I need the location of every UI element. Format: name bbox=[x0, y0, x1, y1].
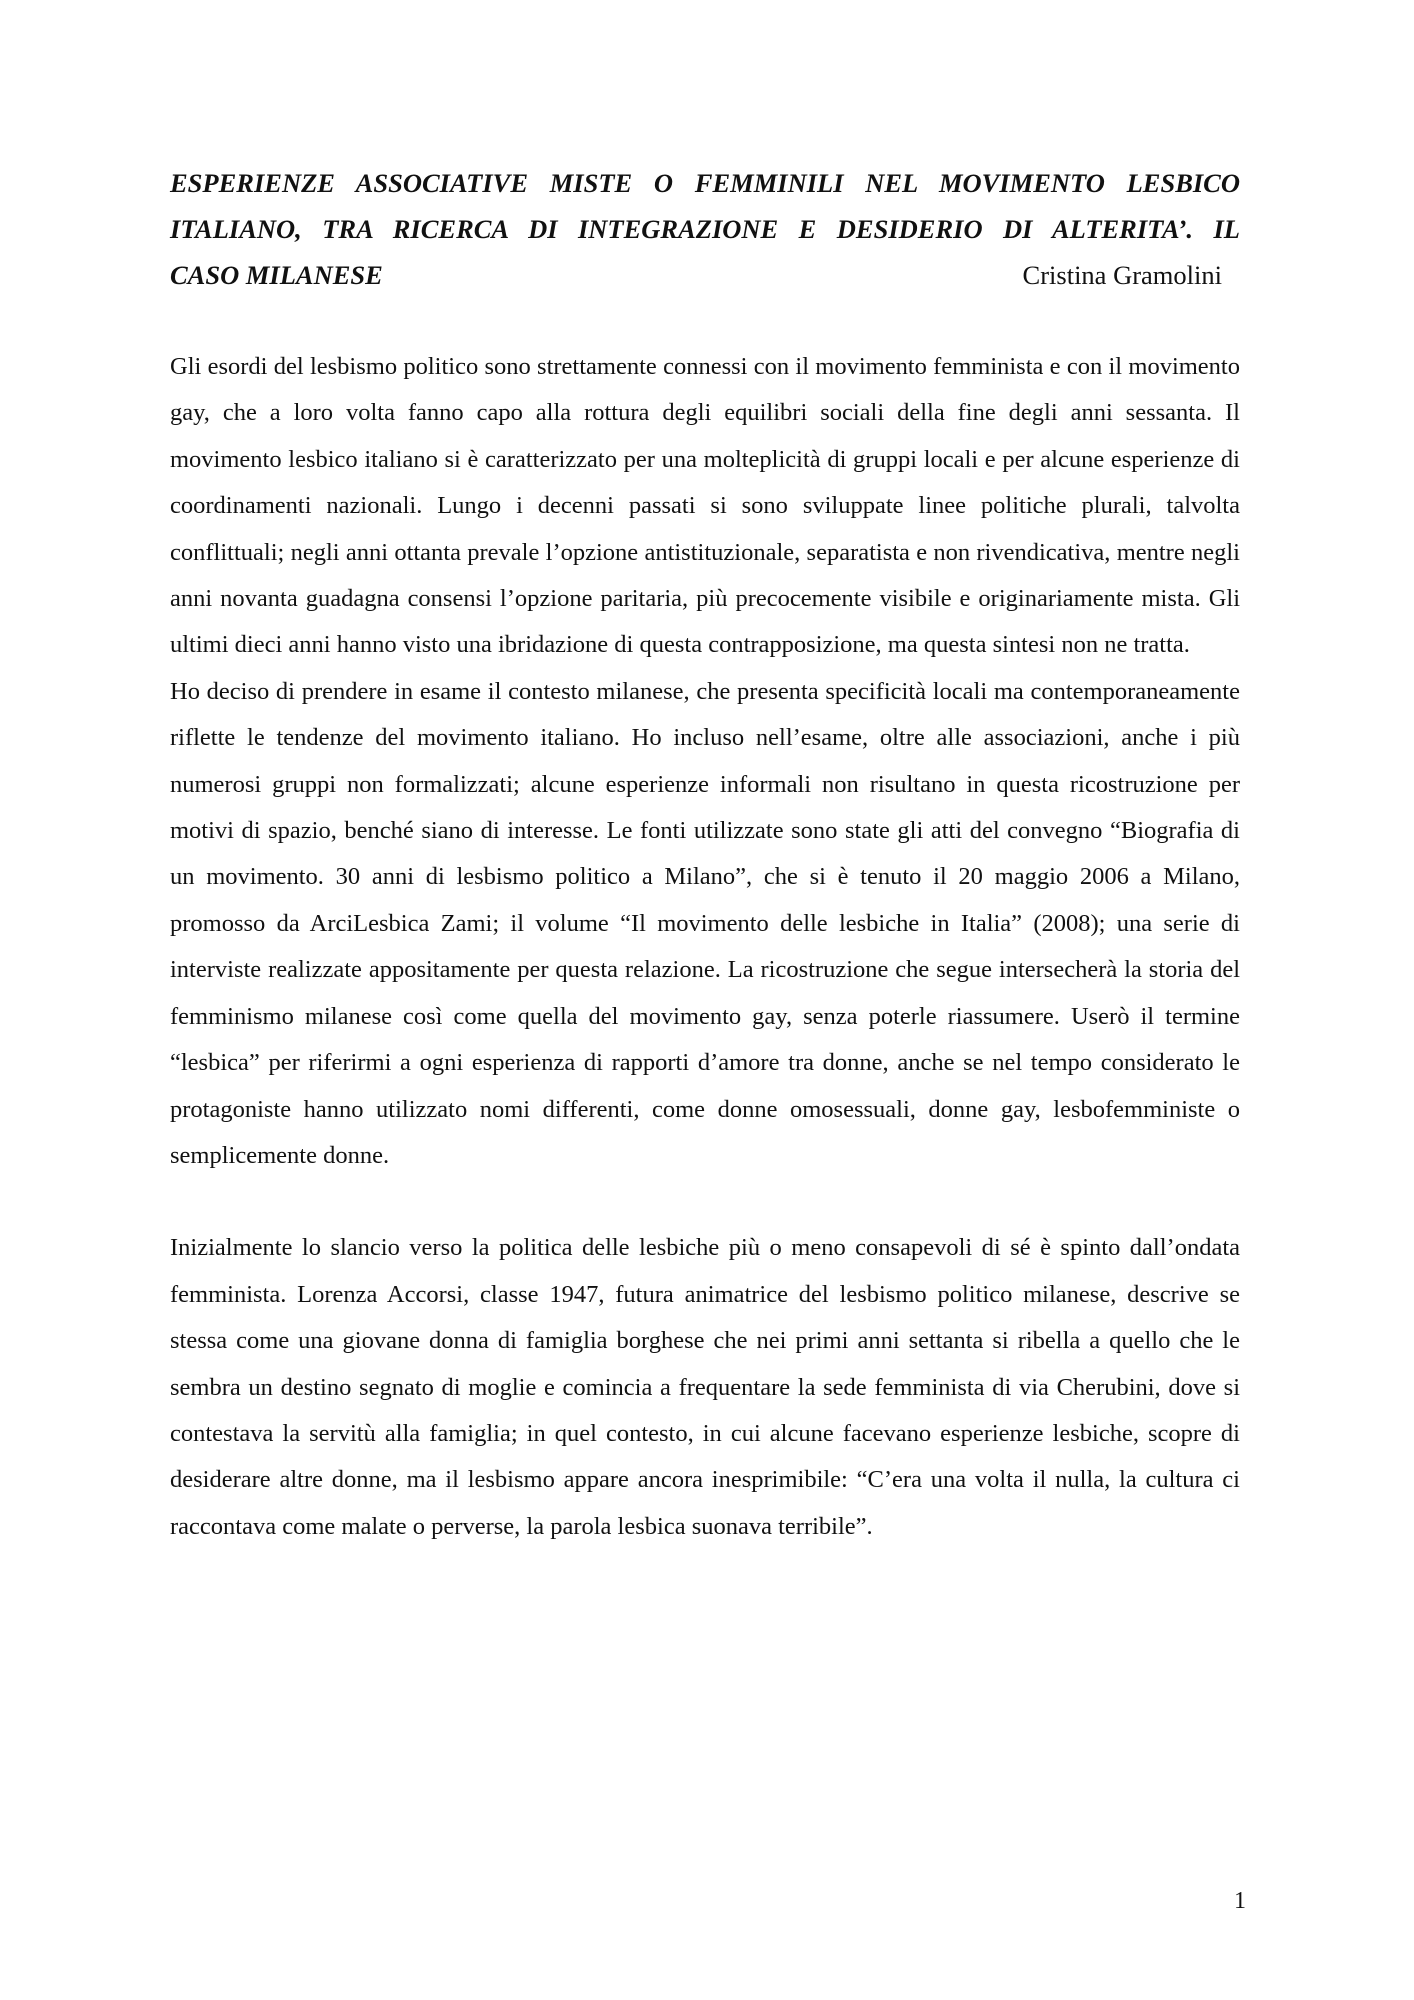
title-line-3-row bbox=[170, 252, 1240, 298]
document-body bbox=[170, 160, 1240, 1550]
paragraph-2: Ho deciso di prendere in esame il contesto milanese, che presenta specificità locali ma contemporaneamente riflette le tendenze del movimento italiano. Ho incluso nell’esame, oltre alle associazioni, anche i più numerosi gruppi non formalizzati; alcune esperienze informali non risultano in questa ricostruzione per motivi di spazio, benché siano di interesse. Le fonti utilizzate sono state gli atti del convegno “Biografia di un movimento. 30 anni di lesbismo politico a Milano”, che si è tenuto il 20 maggio 2006 a Milano, promosso da ArciLesbica Zami; il volume “Il movimento delle lesbiche in Italia” (2008); una serie di interviste realizzate appositamente per questa relazione. La ricostruzione che segue intersecherà la storia del femminismo milanese così come quella del movimento gay, senza poterle riassumere. Userò il termine “lesbica” per riferirmi a ogni esperienza di rapporti d’amore tra donne, anche se nel tempo considerato le protagoniste hanno utilizzato nomi differenti, come donne omosessuali, donne gay, lesbofemministe o semplicemente donne. bbox=[170, 677, 1240, 1169]
title-line-2: ITALIANO, TRA RICERCA DI INTEGRAZIONE E DESIDERIO DI ALTERITA’. IL bbox=[170, 214, 1240, 244]
title-line-1: ESPERIENZE ASSOCIATIVE MISTE O FEMMINILI NEL MOVIMENTO LESBICO bbox=[170, 168, 1240, 198]
paragraph-1: Gli esordi del lesbismo politico sono strettamente connessi con il movimento femminista e con il movimento gay, che a loro volta fanno capo alla rottura degli equilibri sociali della fine degli anni sessanta. Il movimento lesbico italiano si è caratterizzato per una molteplicità di gruppi locali e per alcune esperienze di coordinamenti nazionali. Lungo i decenni passati si sono sviluppate linee politiche plurali, talvolta conflittuali; negli anni ottanta prevale l’opzione antistituzionale, separatista e non rivendicativa, mentre negli anni novanta guadagna consensi l’opzione paritaria, più precocemente visibile e originariamente mista. Gli ultimi dieci anni hanno visto una ibridazione di questa contrapposizione, ma questa sintesi non ne tratta. bbox=[170, 353, 1240, 659]
document-title bbox=[170, 160, 1240, 298]
paragraph-3: Inizialmente lo slancio verso la politica delle lesbiche più o meno consapevoli di sé è spinto dall’ondata femminista. Lorenza Accorsi, classe 1947, futura animatrice del lesbismo politico milanese, descrive se stessa come una giovane donna di famiglia borghese che nei primi anni settanta si ribella a quello che le sembra un destino segnato di moglie e comincia a frequentare la sede femminista di via Cherubini, dove si contestava la servitù alla famiglia; in quel contesto, in cui alcune facevano esperienze lesbiche, scopre di desiderare altre donne, ma il lesbismo appare ancora inesprimibile: “C’era una volta il nulla, la cultura ci raccontava come malate o perverse, la parola lesbica suonava terribile”. bbox=[170, 1234, 1240, 1540]
author-name: Cristina Gramolini bbox=[1022, 260, 1222, 290]
page-number: 1 bbox=[1234, 1888, 1246, 1914]
title-line-3: CASO MILANESE bbox=[170, 260, 383, 290]
